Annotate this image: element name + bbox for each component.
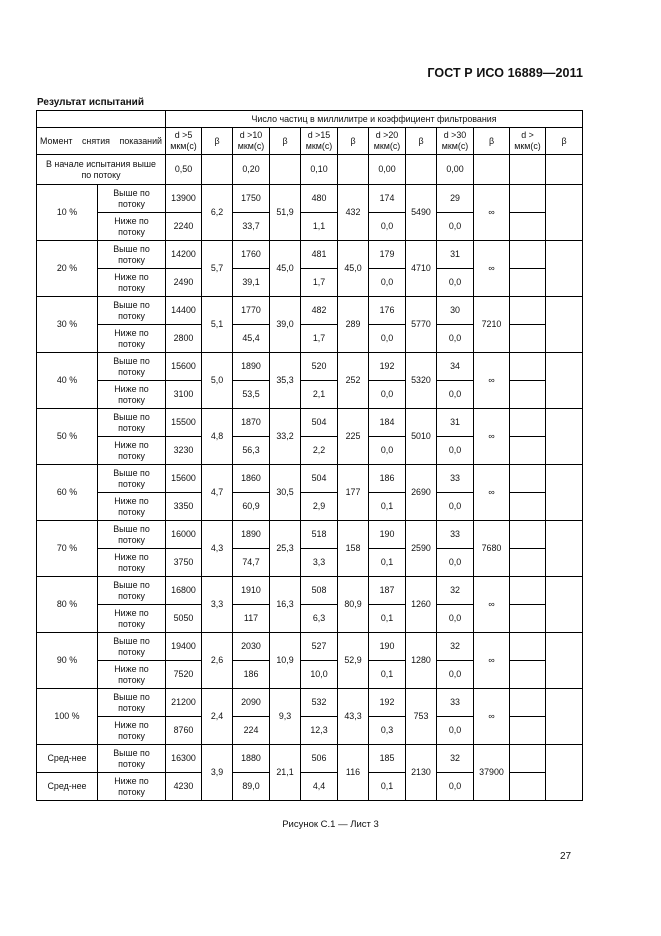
empty-cell <box>510 325 546 353</box>
downstream-value: 2,9 <box>301 493 338 521</box>
beta-value: 4,3 <box>202 521 233 577</box>
row-label: 20 % <box>37 241 98 297</box>
downstream-value: 10,0 <box>301 661 338 689</box>
beta-value: 5,0 <box>202 353 233 409</box>
beta-value: ∞ <box>474 353 510 409</box>
upstream-value: 190 <box>369 521 406 549</box>
header-corner <box>37 111 166 128</box>
upstream-value: 504 <box>301 465 338 493</box>
row-label: 80 % <box>37 577 98 633</box>
position-label: Выше по потоку <box>98 689 166 717</box>
upstream-value: 1770 <box>233 297 270 325</box>
table-row <box>37 241 583 269</box>
beta-value: 2,6 <box>202 633 233 689</box>
table-row <box>37 465 583 493</box>
start-value: 0,00 <box>369 155 406 185</box>
empty-cell <box>546 297 583 353</box>
empty-cell <box>510 465 546 493</box>
upstream-value: 14400 <box>166 297 202 325</box>
row-label: 30 % <box>37 297 98 353</box>
position-label: Ниже по потоку <box>98 605 166 633</box>
downstream-value: 53,5 <box>233 381 270 409</box>
empty-cell <box>546 185 583 241</box>
downstream-value: 0,0 <box>437 549 474 577</box>
position-label: Ниже по потоку <box>98 661 166 689</box>
size-header: d >15 мкм(с) <box>301 128 338 155</box>
beta-value: 2,4 <box>202 689 233 745</box>
beta-value: 2130 <box>406 745 437 801</box>
upstream-value: 16800 <box>166 577 202 605</box>
beta-value: 39,0 <box>270 297 301 353</box>
beta-value: 5,7 <box>202 241 233 297</box>
empty-cell <box>510 353 546 381</box>
position-label: Ниже по потоку <box>98 213 166 241</box>
downstream-value: 0,0 <box>437 773 474 801</box>
size-header: d >10 мкм(с) <box>233 128 270 155</box>
upstream-value: 15600 <box>166 465 202 493</box>
upstream-value: 29 <box>437 185 474 213</box>
empty-cell <box>510 437 546 465</box>
downstream-value: 0,0 <box>437 437 474 465</box>
beta-value: 1260 <box>406 577 437 633</box>
downstream-value: 0,3 <box>369 717 406 745</box>
position-label: Выше по потоку <box>98 409 166 437</box>
beta-value: 37900 <box>474 745 510 801</box>
upstream-value: 2030 <box>233 633 270 661</box>
beta-value: 51,9 <box>270 185 301 241</box>
table-row <box>37 409 583 437</box>
position-label: Ниже по потоку <box>98 269 166 297</box>
empty-cell <box>510 773 546 801</box>
empty-cell <box>510 661 546 689</box>
downstream-value: 0,0 <box>369 269 406 297</box>
beta-value: 5490 <box>406 185 437 241</box>
downstream-value: 2,2 <box>301 437 338 465</box>
position-label: Ниже по потоку <box>98 381 166 409</box>
upstream-value: 31 <box>437 409 474 437</box>
beta-value: 3,3 <box>202 577 233 633</box>
upstream-value: 192 <box>369 353 406 381</box>
upstream-value: 15600 <box>166 353 202 381</box>
upstream-value: 480 <box>301 185 338 213</box>
upstream-value: 14200 <box>166 241 202 269</box>
downstream-value: 3100 <box>166 381 202 409</box>
position-label: Ниже по потоку <box>98 549 166 577</box>
downstream-value: 7520 <box>166 661 202 689</box>
downstream-value: 89,0 <box>233 773 270 801</box>
beta-value: ∞ <box>474 689 510 745</box>
upstream-value: 31 <box>437 241 474 269</box>
downstream-value: 2240 <box>166 213 202 241</box>
beta-value: 177 <box>338 465 369 521</box>
empty-cell <box>546 155 583 185</box>
size-header: d >30 мкм(с) <box>437 128 474 155</box>
row-label: Сред-нее <box>37 773 98 801</box>
upstream-value: 1870 <box>233 409 270 437</box>
beta-header: β <box>474 128 510 155</box>
upstream-value: 21200 <box>166 689 202 717</box>
beta-value: 4,7 <box>202 465 233 521</box>
upstream-value: 34 <box>437 353 474 381</box>
downstream-value: 4,4 <box>301 773 338 801</box>
empty-cell <box>546 409 583 465</box>
upstream-value: 518 <box>301 521 338 549</box>
upstream-value: 30 <box>437 297 474 325</box>
downstream-value: 0,0 <box>437 381 474 409</box>
beta-value: 35,3 <box>270 353 301 409</box>
downstream-value: 45,4 <box>233 325 270 353</box>
upstream-value: 15500 <box>166 409 202 437</box>
position-label: Ниже по потоку <box>98 717 166 745</box>
beta-value: 5320 <box>406 353 437 409</box>
row-label: 10 % <box>37 185 98 241</box>
upstream-value: 1860 <box>233 465 270 493</box>
downstream-value: 224 <box>233 717 270 745</box>
downstream-value: 0,0 <box>437 717 474 745</box>
empty-cell <box>510 269 546 297</box>
beta-value: 52,9 <box>338 633 369 689</box>
downstream-value: 39,1 <box>233 269 270 297</box>
position-label: Выше по потоку <box>98 577 166 605</box>
beta-header: β <box>202 128 233 155</box>
beta-value: 30,5 <box>270 465 301 521</box>
row-label: 50 % <box>37 409 98 465</box>
beta-value: 3,9 <box>202 745 233 801</box>
downstream-value: 74,7 <box>233 549 270 577</box>
upstream-value: 1910 <box>233 577 270 605</box>
downstream-value: 12,3 <box>301 717 338 745</box>
downstream-value: 186 <box>233 661 270 689</box>
downstream-value: 1,1 <box>301 213 338 241</box>
upstream-value: 508 <box>301 577 338 605</box>
beta-value: 45,0 <box>270 241 301 297</box>
beta-value: 158 <box>338 521 369 577</box>
upstream-value: 176 <box>369 297 406 325</box>
upstream-value: 527 <box>301 633 338 661</box>
empty-cell <box>546 633 583 689</box>
upstream-value: 1890 <box>233 521 270 549</box>
downstream-value: 8760 <box>166 717 202 745</box>
beta-value: 5770 <box>406 297 437 353</box>
upstream-value: 179 <box>369 241 406 269</box>
upstream-value: 16300 <box>166 745 202 773</box>
empty-cell <box>546 521 583 577</box>
empty-cell <box>510 241 546 269</box>
upstream-value: 1880 <box>233 745 270 773</box>
group-header: Число частиц в миллилитре и коэффициент фильтрования <box>166 111 583 128</box>
downstream-value: 0,1 <box>369 605 406 633</box>
upstream-value: 13900 <box>166 185 202 213</box>
position-label: Ниже по потоку <box>98 493 166 521</box>
table-row <box>37 689 583 717</box>
empty-cell <box>546 465 583 521</box>
downstream-value: 0,0 <box>437 661 474 689</box>
downstream-value: 0,0 <box>369 437 406 465</box>
beta-value: 2690 <box>406 465 437 521</box>
empty-cell <box>546 745 583 801</box>
upstream-value: 2090 <box>233 689 270 717</box>
downstream-value: 3350 <box>166 493 202 521</box>
size-header: d > мкм(с) <box>510 128 546 155</box>
start-value: 0,00 <box>437 155 474 185</box>
size-header: d >20 мкм(с) <box>369 128 406 155</box>
downstream-value: 0,0 <box>369 213 406 241</box>
empty-cell <box>270 155 301 185</box>
row-label: 70 % <box>37 521 98 577</box>
downstream-value: 56,3 <box>233 437 270 465</box>
start-row-label: В начале испытания выше по потоку <box>37 155 166 185</box>
beta-value: 4,8 <box>202 409 233 465</box>
downstream-value: 6,3 <box>301 605 338 633</box>
row-label: 100 % <box>37 689 98 745</box>
beta-value: 289 <box>338 297 369 353</box>
beta-value: 5010 <box>406 409 437 465</box>
empty-cell <box>510 381 546 409</box>
beta-header: β <box>338 128 369 155</box>
upstream-value: 32 <box>437 577 474 605</box>
empty-cell <box>202 155 233 185</box>
downstream-value: 117 <box>233 605 270 633</box>
downstream-value: 2800 <box>166 325 202 353</box>
position-label: Выше по потоку <box>98 465 166 493</box>
beta-value: ∞ <box>474 409 510 465</box>
beta-value: 21,1 <box>270 745 301 801</box>
beta-value: 2590 <box>406 521 437 577</box>
table-row <box>37 297 583 325</box>
upstream-value: 187 <box>369 577 406 605</box>
upstream-value: 16000 <box>166 521 202 549</box>
empty-cell <box>510 155 546 185</box>
empty-cell <box>510 297 546 325</box>
empty-cell <box>546 577 583 633</box>
downstream-value: 0,0 <box>437 213 474 241</box>
downstream-value: 0,0 <box>437 269 474 297</box>
downstream-value: 1,7 <box>301 325 338 353</box>
downstream-value: 0,0 <box>437 605 474 633</box>
upstream-value: 192 <box>369 689 406 717</box>
empty-cell <box>510 185 546 213</box>
table-row <box>37 353 583 381</box>
downstream-value: 3750 <box>166 549 202 577</box>
position-label: Выше по потоку <box>98 297 166 325</box>
empty-cell <box>510 689 546 717</box>
upstream-value: 1750 <box>233 185 270 213</box>
upstream-value: 506 <box>301 745 338 773</box>
beta-value: 7210 <box>474 297 510 353</box>
downstream-value: 3230 <box>166 437 202 465</box>
downstream-value: 2490 <box>166 269 202 297</box>
upstream-value: 186 <box>369 465 406 493</box>
beta-value: 7680 <box>474 521 510 577</box>
upstream-value: 32 <box>437 633 474 661</box>
row-label: 90 % <box>37 633 98 689</box>
empty-cell <box>510 213 546 241</box>
document-title: ГОСТ Р ИСО 16889—2011 <box>427 66 583 80</box>
table-row <box>37 745 583 773</box>
empty-cell <box>338 155 369 185</box>
table-row <box>37 185 583 213</box>
beta-value: 10,9 <box>270 633 301 689</box>
row-label: 60 % <box>37 465 98 521</box>
figure-caption: Рисунок С.1 — Лист 3 <box>282 819 379 830</box>
position-label: Выше по потоку <box>98 353 166 381</box>
position-label: Ниже по потоку <box>98 437 166 465</box>
position-label: Выше по потоку <box>98 185 166 213</box>
upstream-value: 1890 <box>233 353 270 381</box>
downstream-value: 0,0 <box>437 325 474 353</box>
empty-cell <box>510 605 546 633</box>
upstream-value: 174 <box>369 185 406 213</box>
upstream-value: 1760 <box>233 241 270 269</box>
downstream-value: 5050 <box>166 605 202 633</box>
upstream-value: 482 <box>301 297 338 325</box>
downstream-value: 1,7 <box>301 269 338 297</box>
beta-value: 432 <box>338 185 369 241</box>
beta-value: 33,2 <box>270 409 301 465</box>
empty-cell <box>546 689 583 745</box>
beta-value: ∞ <box>474 633 510 689</box>
position-label: Выше по потоку <box>98 241 166 269</box>
downstream-value: 0,1 <box>369 549 406 577</box>
downstream-value: 3,3 <box>301 549 338 577</box>
downstream-value: 33,7 <box>233 213 270 241</box>
table-row <box>37 577 583 605</box>
downstream-value: 4230 <box>166 773 202 801</box>
beta-header: β <box>406 128 437 155</box>
empty-cell <box>510 745 546 773</box>
start-value: 0,10 <box>301 155 338 185</box>
position-label: Ниже по потоку <box>98 325 166 353</box>
downstream-value: 2,1 <box>301 381 338 409</box>
start-value: 0,50 <box>166 155 202 185</box>
beta-value: 43,3 <box>338 689 369 745</box>
beta-value: 45,0 <box>338 241 369 297</box>
empty-cell <box>510 409 546 437</box>
upstream-value: 33 <box>437 465 474 493</box>
upstream-value: 532 <box>301 689 338 717</box>
downstream-value: 0,0 <box>369 381 406 409</box>
table-row <box>37 521 583 549</box>
empty-cell <box>546 353 583 409</box>
beta-value: 4710 <box>406 241 437 297</box>
downstream-value: 0,1 <box>369 661 406 689</box>
start-value: 0,20 <box>233 155 270 185</box>
downstream-value: 60,9 <box>233 493 270 521</box>
position-label: Ниже по потоку <box>98 773 166 801</box>
row-label: 40 % <box>37 353 98 409</box>
upstream-value: 33 <box>437 689 474 717</box>
beta-value: 25,3 <box>270 521 301 577</box>
empty-cell <box>510 577 546 605</box>
empty-cell <box>510 549 546 577</box>
table-row <box>37 633 583 661</box>
beta-value: 225 <box>338 409 369 465</box>
results-table <box>36 110 583 801</box>
empty-cell <box>406 155 437 185</box>
beta-value: ∞ <box>474 241 510 297</box>
upstream-value: 481 <box>301 241 338 269</box>
downstream-value: 0,0 <box>369 325 406 353</box>
upstream-value: 520 <box>301 353 338 381</box>
empty-cell <box>510 633 546 661</box>
beta-value: 753 <box>406 689 437 745</box>
size-header: d >5 мкм(с) <box>166 128 202 155</box>
beta-value: 16,3 <box>270 577 301 633</box>
beta-value: ∞ <box>474 465 510 521</box>
beta-header: β <box>270 128 301 155</box>
beta-header: β <box>546 128 583 155</box>
beta-value: 5,1 <box>202 297 233 353</box>
beta-value: ∞ <box>474 577 510 633</box>
beta-value: 9,3 <box>270 689 301 745</box>
page-number: 27 <box>560 851 572 862</box>
beta-value: 80,9 <box>338 577 369 633</box>
beta-value: 252 <box>338 353 369 409</box>
upstream-value: 184 <box>369 409 406 437</box>
empty-cell <box>510 521 546 549</box>
beta-value: 116 <box>338 745 369 801</box>
beta-value: 1280 <box>406 633 437 689</box>
upstream-value: 33 <box>437 521 474 549</box>
upstream-value: 190 <box>369 633 406 661</box>
upstream-value: 32 <box>437 745 474 773</box>
beta-value: ∞ <box>474 185 510 241</box>
downstream-value: 0,0 <box>437 493 474 521</box>
moment-header: Момент снятия показаний <box>37 128 166 155</box>
empty-cell <box>474 155 510 185</box>
position-label: Выше по потоку <box>98 633 166 661</box>
upstream-value: 19400 <box>166 633 202 661</box>
downstream-value: 0,1 <box>369 493 406 521</box>
downstream-value: 0,1 <box>369 773 406 801</box>
empty-cell <box>510 493 546 521</box>
upstream-value: 185 <box>369 745 406 773</box>
empty-cell <box>546 241 583 297</box>
empty-cell <box>510 717 546 745</box>
beta-value: 6,2 <box>202 185 233 241</box>
row-label: Сред-нее <box>37 745 98 773</box>
upstream-value: 504 <box>301 409 338 437</box>
position-label: Выше по потоку <box>98 521 166 549</box>
position-label: Выше по потоку <box>98 745 166 773</box>
section-title: Результат испытаний <box>37 97 144 108</box>
